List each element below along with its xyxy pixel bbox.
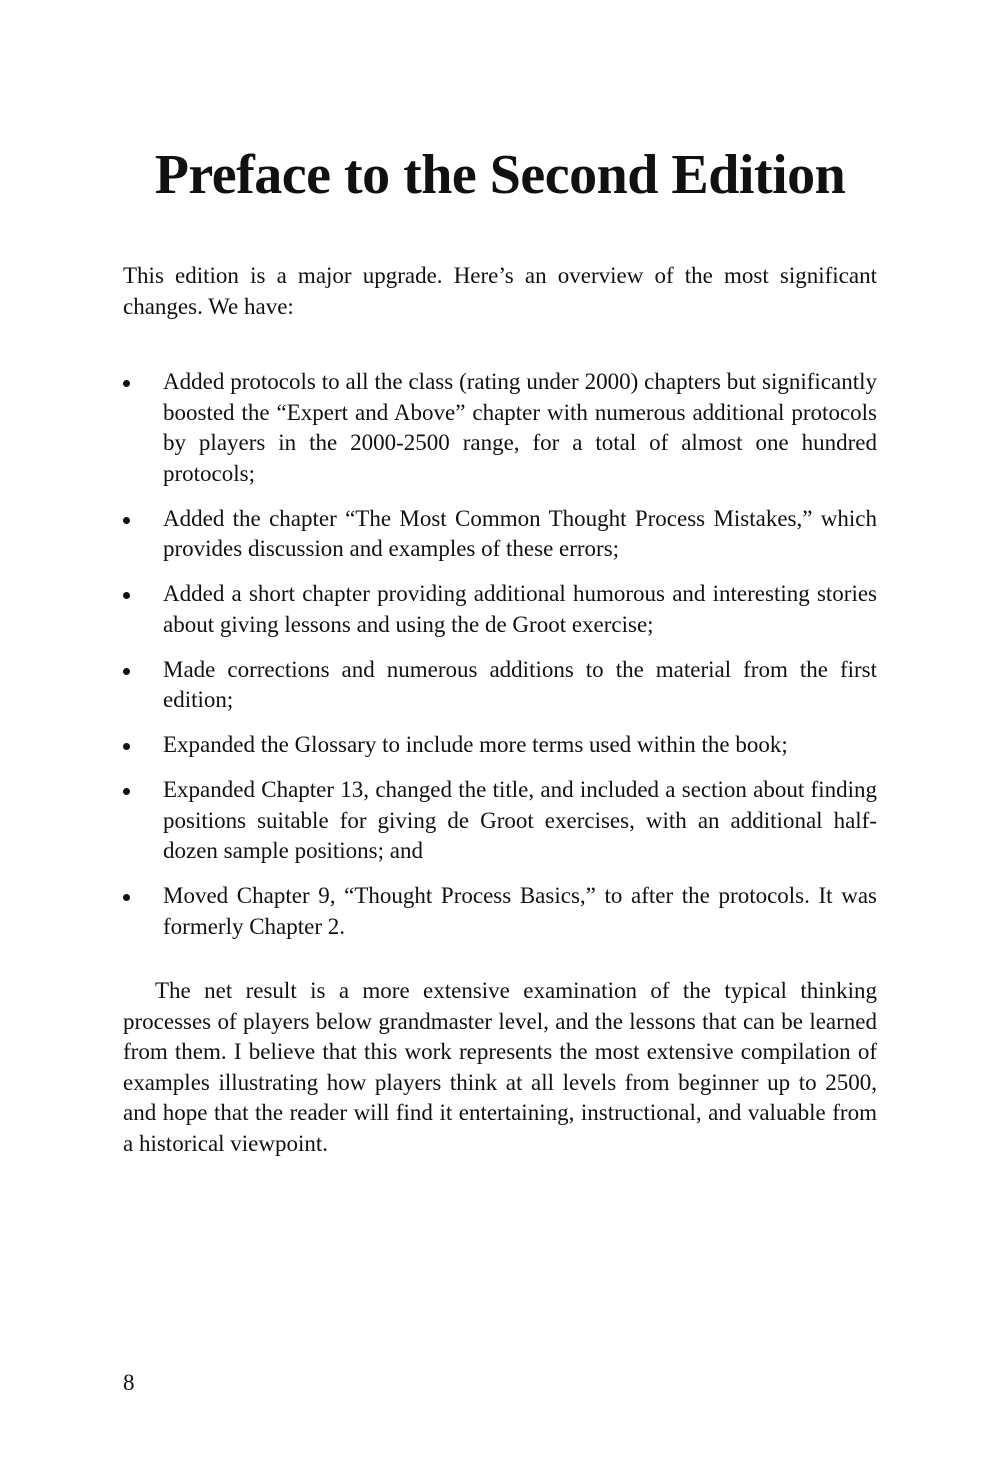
list-item-text: Made corrections and numerous additions to the material from the first edition; (163, 656, 877, 712)
closing-paragraph: The net result is a more extensive examination of the typical thinking processes of players below grandmaster level, and the lessons that can be learned from them. I believe that this work represents the most extensive compilation of examples illustrating how players think at all levels from beginner up to 2500, and hope that the reader will find it entertaining, instructional, and valuable from a historical viewpoint. (123, 978, 877, 1156)
bullet-icon (123, 592, 130, 599)
list-item (123, 504, 877, 565)
list-item (123, 881, 877, 942)
bullet-icon (123, 668, 130, 675)
list-item-text: Expanded Chapter 13, changed the title, and included a section about finding positions suitable for giving de Groot exercises, with an additional half-dozen sample positions; and (163, 777, 877, 863)
list-item-text: Moved Chapter 9, “Thought Process Basics,” to after the protocols. It was formerly Chapter 2. (163, 883, 877, 939)
list-item (123, 655, 877, 716)
chapter-title: Preface to the Second Edition (154, 144, 846, 206)
list-item-text: Added a short chapter providing additional humorous and interesting stories about giving lessons and using the de Groot exercise; (163, 581, 877, 637)
intro-paragraph: This edition is a major upgrade. Here’s an overview of the most significant changes. We have: (123, 263, 877, 319)
bullet-icon (123, 894, 130, 901)
book-page (123, 0, 877, 1470)
page-number: 8 (123, 1370, 135, 1395)
bullet-icon (123, 788, 130, 795)
list-item-text: Expanded the Glossary to include more terms used within the book; (163, 732, 788, 757)
bullet-icon (123, 517, 130, 524)
changes-list (123, 367, 877, 957)
list-item (123, 579, 877, 640)
bullet-icon (123, 743, 130, 750)
list-item (123, 775, 877, 867)
list-item-text: Added the chapter “The Most Common Thought Process Mistakes,” which provides discussion and examples of these errors; (163, 505, 877, 561)
bullet-icon (123, 380, 130, 387)
list-item (123, 730, 877, 761)
list-item (123, 367, 877, 489)
list-item-text: Added protocols to all the class (rating under 2000) chapters but significantly boosted the “Expert and Above” chapter with numerous additional protocols by players in the 2000-2500 range, for a total of almost one hundred protocols; (163, 369, 877, 486)
